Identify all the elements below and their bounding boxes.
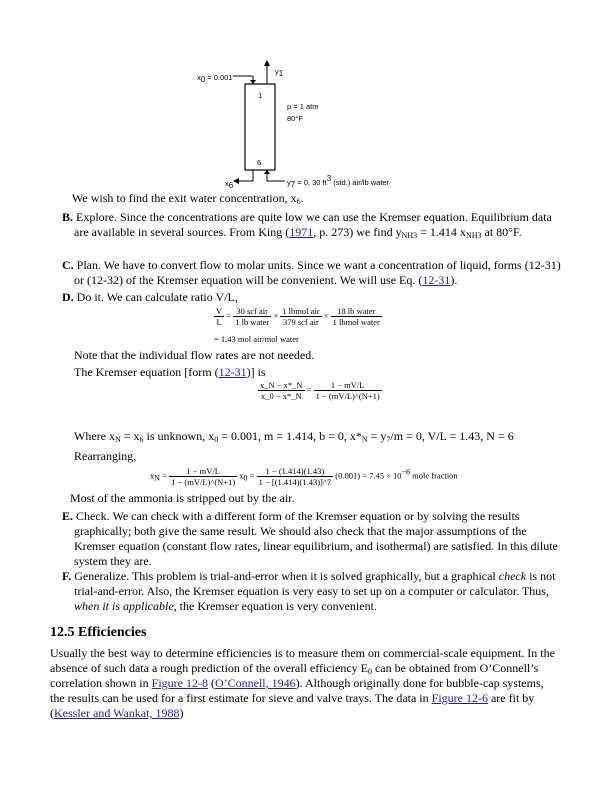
xn-solution-equation: $x_N$ = $\frac{1 - mV/L}{1 - (mV/L)\^{}(N+1)}$ $x_0$ = $\frac{1 - (1.414)(1.43)}{1 - [(1.414)(1.43)]\^{}7}$ $(0.001) = 7.45 \times 10^{-6}$ mole fraction [150, 466, 458, 487]
liquid-outlet-arrow [233, 178, 239, 184]
column-diagram [195, 58, 420, 190]
pressure-label: p = 1 atm [287, 102, 319, 111]
item-c: C. Plan. We have to convert flow to molar units. Since we want a concentration of liquid, forms (12-31) or (12-32) of the Kremser equation will be convenient. We will use Eq. (12-31). [62, 258, 561, 287]
intro-line: We wish to find the exit water concentration, $x_6$. [72, 191, 304, 206]
item-b: B. Explore. Since the concentrations are quite low we can use the Kremser equation. Equilibrium data are available in several sources. From King (1971, p. 273) we find $y_{NH3} = 1.414$ $x_{NH3}$ at 80°F. [62, 210, 552, 240]
section-paragraph: Usually the best way to determine efficiencies is to measure them on commercial-scale equipment. In the absence of such data a rough prediction of the overall efficiency $E_0$ can be obtained from O’Connell’s correlation shown in Figure 12-8 (O’Connell, 1946). Although originally done for bubble-cap systems, the results can be used for a first estimate for sieve and valve trays. The data in Figure 12-6 are fit by (Kessler and Wankat, 1988) [50, 646, 555, 720]
temperature-label: 80°F [287, 114, 303, 123]
y1-label: $y_1$ [275, 67, 284, 78]
x6-label: $x_6$ [225, 179, 234, 190]
item-f: F. Generalize. This problem is trial-and-error when it is solved graphically, but a graphical check is not trial-and-error. Also, the Kremser equation is very easy to set up on a computer or calculator. Thus, when it is applicable, the Kremser equation is very convenient. [62, 569, 556, 613]
rearranging-label: Rearranging, [74, 449, 137, 463]
vapor-outlet-arrow [264, 60, 270, 66]
eq-12-31-link-2[interactable]: 12-31 [218, 365, 247, 379]
flow-note: Note that the individual flow rates are not needed. [74, 348, 315, 362]
vapor-inlet-arrow [264, 170, 270, 174]
figure-12-6-link[interactable]: Figure 12-6 [431, 691, 488, 705]
oconnell-1946-link[interactable]: O’Connell, 1946 [214, 676, 296, 690]
ammonia-note: Most of the ammonia is stripped out by the air. [70, 491, 295, 505]
eq-12-31-link[interactable]: 12-31 [422, 273, 451, 287]
where-line: Where $x_N = x_6$ is unknown, $x_0 = 0.001$, m = 1.414, b = 0, $x*_N = y_7/m = 0$, V/L = 1.43, N = 6 [74, 429, 514, 444]
king-1971-link[interactable]: 1971 [289, 225, 314, 239]
figure-12-8-link[interactable]: Figure 12-8 [151, 676, 208, 690]
vl-ratio-equation: $\frac{V}{L}$ = $\frac{\text{30 scf air}}{\text{1 lb water}}$ × $\frac{\text{1 lbmol air}}{\text{379 scf air}}$ × $\frac{\text{18 lb water}}{\text{1 lbmol water}}$ [216, 306, 380, 327]
y7-label: $y_7 = 0$, 30 $ft^3$ (std.) air/lb water [287, 174, 390, 189]
section-title: 12.5 Efficiencies [50, 625, 147, 640]
item-d: D. Do it. We can calculate ratio V/L, [62, 290, 238, 304]
stage-1-label: 1 [258, 91, 263, 100]
item-e: E. Check. We can check with a different form of the Kremser equation or by solving the results graphically; both give the same result. We should also check that the major assumptions of the Kremser equation (constant flow rates, linear equilibrium, and isothermal) are satisfied. In this dilute system they are. [62, 509, 558, 568]
stage-6-label: 6 [257, 158, 262, 167]
kremser-equation: $\frac{x\_N - x*\_N}{x\_0 - x*\_N}$ = $\frac{1 - mV/L}{1 - (mV/L)\^{}(N+1)}$ [260, 380, 380, 401]
kremser-intro: The Kremser equation [form (12-31)] is [74, 365, 266, 379]
vl-ratio-result: = 1.43 mol air/mol water [214, 334, 299, 344]
x0-label: $x_0 = 0.001$ [197, 73, 233, 84]
kessler-wankat-1988-link[interactable]: Kessler and Wankat, 1988 [54, 706, 180, 720]
